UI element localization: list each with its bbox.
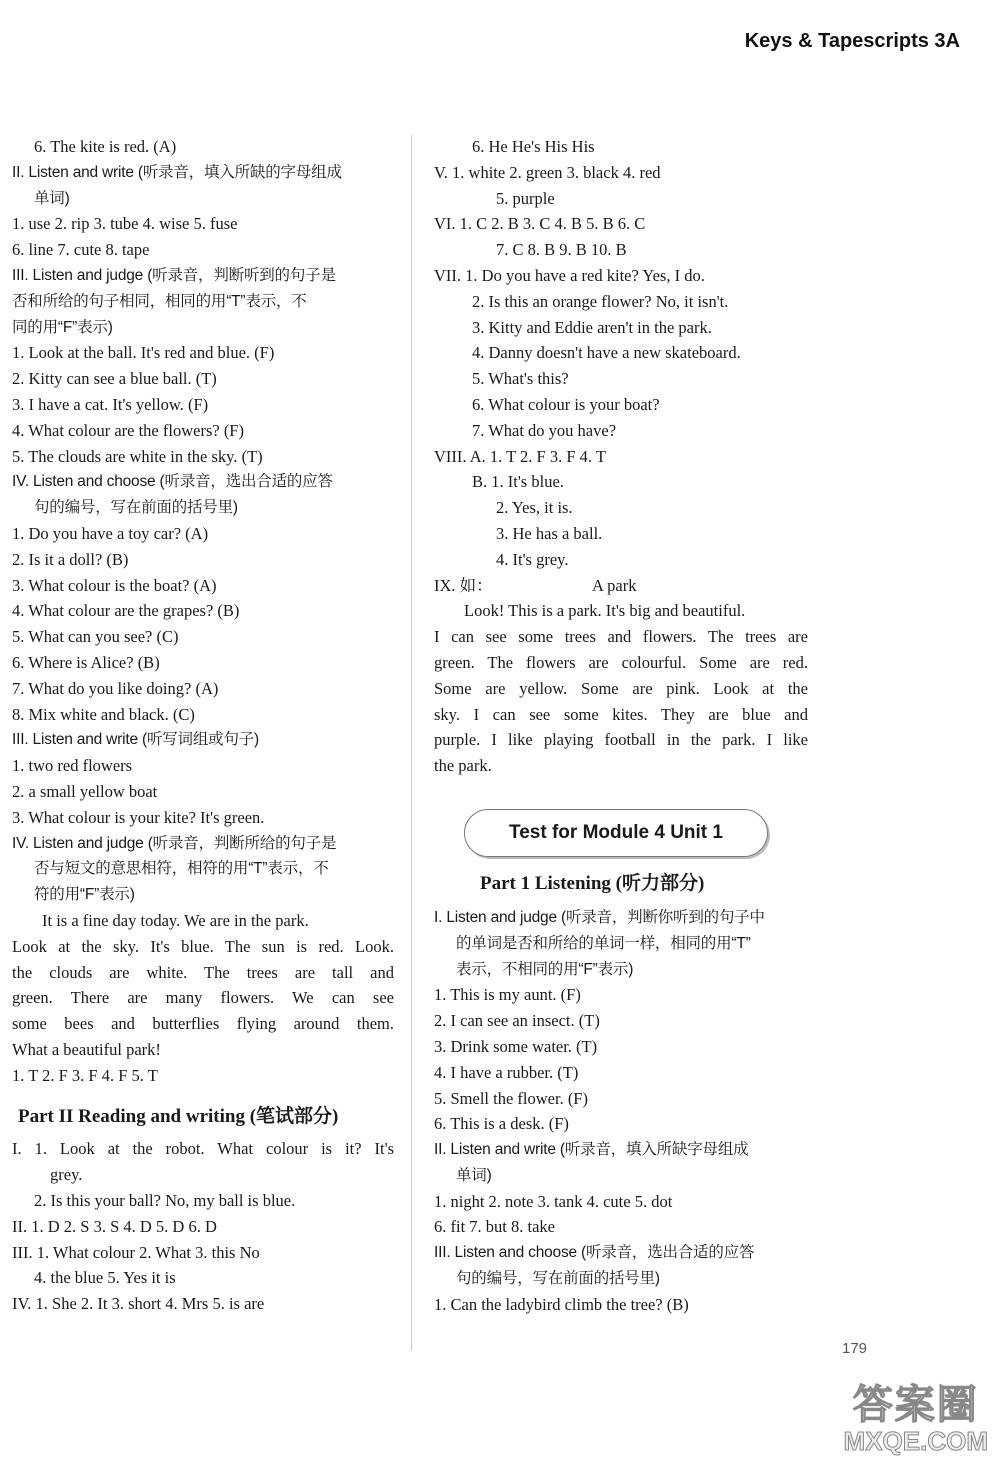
section-heading: IV. Listen and judge (听录音，判断所给的句子是 xyxy=(12,834,337,852)
answer-line: 7. What do you like doing? (A) xyxy=(12,678,219,698)
answer-line: 3. He has a ball. xyxy=(496,523,603,543)
section-heading-cont: 句的编号，写在前面的括号里) xyxy=(456,1270,660,1288)
answer-line: B. 1. It's blue. xyxy=(472,472,564,492)
answer-line: 2. Is this an orange flower? No, it isn't. xyxy=(472,291,729,311)
example-label: IX. 如： xyxy=(434,575,493,595)
section-heading: III. Listen and choose (听录音，选出合适的应答 xyxy=(434,1244,755,1262)
answer-line: 2. Is this your ball? No, my ball is blue. xyxy=(34,1191,296,1211)
answer-line: 1. Can the ladybird climb the tree? (B) xyxy=(434,1294,689,1314)
answer-line: 6. This is a desk. (F) xyxy=(434,1114,569,1134)
passage-line: Some are yellow. Some are pink. Look at the xyxy=(434,678,808,698)
passage-line: It is a fine day today. We are in the park. xyxy=(42,910,309,930)
section-heading: IV. Listen and choose (听录音，选出合适的应答 xyxy=(12,473,333,491)
answer-line: III. 1. What colour 2. What 3. this No xyxy=(12,1242,260,1262)
answer-line: 6. fit 7. but 8. take xyxy=(434,1217,555,1237)
section-heading-cont: 的单词是否和所给的单词一样，相同的用“T” xyxy=(456,934,751,952)
composition-title: A park xyxy=(592,575,637,595)
section-heading-cont: 单词) xyxy=(34,189,70,207)
answer-line: 1. two red flowers xyxy=(12,756,133,776)
passage-line: Look! This is a park. It's big and beautiful. xyxy=(464,601,746,621)
answer-line: 6. The kite is red. (A) xyxy=(34,137,177,156)
answer-line: 6. What colour is your boat? xyxy=(472,394,660,414)
answer-line: 3. What colour is the boat? (A) xyxy=(12,575,217,595)
section-heading: II. Listen and write (听录音，填入所缺的字母组成 xyxy=(12,163,342,181)
answer-line: 1. Look at the ball. It's red and blue. (F) xyxy=(12,343,275,363)
passage-line: I can see some trees and flowers. The trees are xyxy=(434,627,808,647)
passage-line: Look at the sky. It's blue. The sun is red. Look. xyxy=(12,936,394,956)
answer-line: V. 1. white 2. green 3. black 4. red xyxy=(434,162,661,182)
answer-line: 1. Do you have a toy car? (A) xyxy=(12,523,209,543)
answer-line: 5. Smell the flower. (F) xyxy=(434,1088,588,1108)
passage-line: green. The flowers are colourful. Some are red. xyxy=(434,652,808,672)
answer-line: 5. What can you see? (C) xyxy=(12,627,179,647)
passage-line: green. There are many flowers. We can see xyxy=(12,988,394,1008)
answer-line: 1. use 2. rip 3. tube 4. wise 5. fuse xyxy=(12,214,238,234)
answer-line: 5. The clouds are white in the sky. (T) xyxy=(12,446,263,466)
test-title-box xyxy=(464,809,768,857)
site-watermark xyxy=(844,1383,988,1455)
passage-line: What a beautiful park! xyxy=(12,1039,161,1059)
section-heading-cont: 单词) xyxy=(456,1166,492,1184)
answer-line: 3. Drink some water. (T) xyxy=(434,1036,598,1056)
answer-line: 1. night 2. note 3. tank 4. cute 5. dot xyxy=(434,1191,673,1211)
section-heading-cont: 符的用“F”表示) xyxy=(34,886,135,904)
watermark-cn: 答案圈 xyxy=(852,1383,979,1427)
running-header: Keys & Tapescripts 3A xyxy=(744,30,960,52)
answer-line: 4. I have a rubber. (T) xyxy=(434,1062,579,1082)
section-heading-cont: 同的用“F”表示) xyxy=(12,318,113,336)
section-heading-cont: 否与短文的意思相符，相符的用“T”表示，不 xyxy=(34,860,329,878)
answer-line: 7. What do you have? xyxy=(472,420,617,440)
answer-line: 1. This is my aunt. (F) xyxy=(434,985,581,1005)
passage-line: some bees and butterflies flying around them. xyxy=(12,1014,394,1034)
answer-line: 4. It's grey. xyxy=(496,549,569,569)
answer-line: 4. Danny doesn't have a new skateboard. xyxy=(472,343,741,363)
section-heading: III. Listen and write (听写词组或句子) xyxy=(12,731,260,749)
answer-line: grey. xyxy=(50,1165,83,1185)
answer-line: 4. the blue 5. Yes it is xyxy=(34,1268,176,1288)
passage-line: the clouds are white. The trees are tall and xyxy=(12,962,394,982)
section-heading: I. Listen and judge (听录音，判断你听到的句子中 xyxy=(434,908,765,926)
answer-line: VIII. A. 1. T 2. F 3. F 4. T xyxy=(434,446,606,466)
passage-line: the park. xyxy=(434,756,492,776)
answer-line: 2. a small yellow boat xyxy=(12,781,158,801)
answer-line: VI. 1. C 2. B 3. C 4. B 5. B 6. C xyxy=(434,214,646,234)
answer-line: I. 1. Look at the robot. What colour is it? It's xyxy=(12,1139,394,1159)
answer-line: 6. He He's His His xyxy=(472,137,595,156)
answer-line: 5. purple xyxy=(496,188,555,208)
section-heading: II. Listen and write (听录音，填入所缺字母组成 xyxy=(434,1141,749,1159)
answer-line: 3. What colour is your kite? It's green. xyxy=(12,807,265,827)
answer-line: 2. Yes, it is. xyxy=(496,498,573,518)
answer-line: 4. What colour are the grapes? (B) xyxy=(12,601,240,621)
section-heading-cont: 否和所给的句子相同，相同的用“T”表示，不 xyxy=(12,292,307,310)
page-number: 179 xyxy=(842,1340,868,1357)
answer-line: 2. I can see an insect. (T) xyxy=(434,1011,600,1031)
answer-line: 8. Mix white and black. (C) xyxy=(12,704,195,724)
passage-line: sky. I can see some kites. They are blue and xyxy=(434,704,808,724)
right-column xyxy=(434,134,808,1318)
answer-line: 5. What's this? xyxy=(472,369,569,389)
watermark-en: MXQE.COM xyxy=(843,1426,988,1456)
part-title: Part 1 Listening (听力部分) xyxy=(480,872,705,894)
section-heading-cont: 句的编号，写在前面的括号里) xyxy=(34,499,238,517)
answer-line: 1. T 2. F 3. F 4. F 5. T xyxy=(12,1065,158,1085)
part-title: Part II Reading and writing (笔试部分) xyxy=(18,1106,339,1128)
answer-line: IV. 1. She 2. It 3. short 4. Mrs 5. is are xyxy=(12,1294,265,1314)
answer-line: 3. I have a cat. It's yellow. (F) xyxy=(12,394,209,414)
column-divider xyxy=(411,135,412,1350)
answer-line: 3. Kitty and Eddie aren't in the park. xyxy=(472,317,712,337)
answer-line: 6. Where is Alice? (B) xyxy=(12,652,160,672)
answer-line: 7. C 8. B 9. B 10. B xyxy=(496,240,627,260)
answer-line: 4. What colour are the flowers? (F) xyxy=(12,420,244,440)
answer-line: II. 1. D 2. S 3. S 4. D 5. D 6. D xyxy=(12,1216,217,1236)
passage-line: purple. I like playing football in the park. I like xyxy=(434,730,808,750)
answer-line: VII. 1. Do you have a red kite? Yes, I do. xyxy=(434,265,705,285)
section-heading: III. Listen and judge (听录音，判断听到的句子是 xyxy=(12,266,336,284)
test-title: Test for Module 4 Unit 1 xyxy=(509,821,723,843)
composition-label xyxy=(434,573,808,599)
left-column xyxy=(12,134,394,1317)
answer-line: 2. Kitty can see a blue ball. (T) xyxy=(12,369,217,389)
section-heading-cont: 表示，不相同的用“F”表示) xyxy=(456,960,634,978)
answer-line: 6. line 7. cute 8. tape xyxy=(12,240,150,260)
answer-line: 2. Is it a doll? (B) xyxy=(12,549,129,569)
